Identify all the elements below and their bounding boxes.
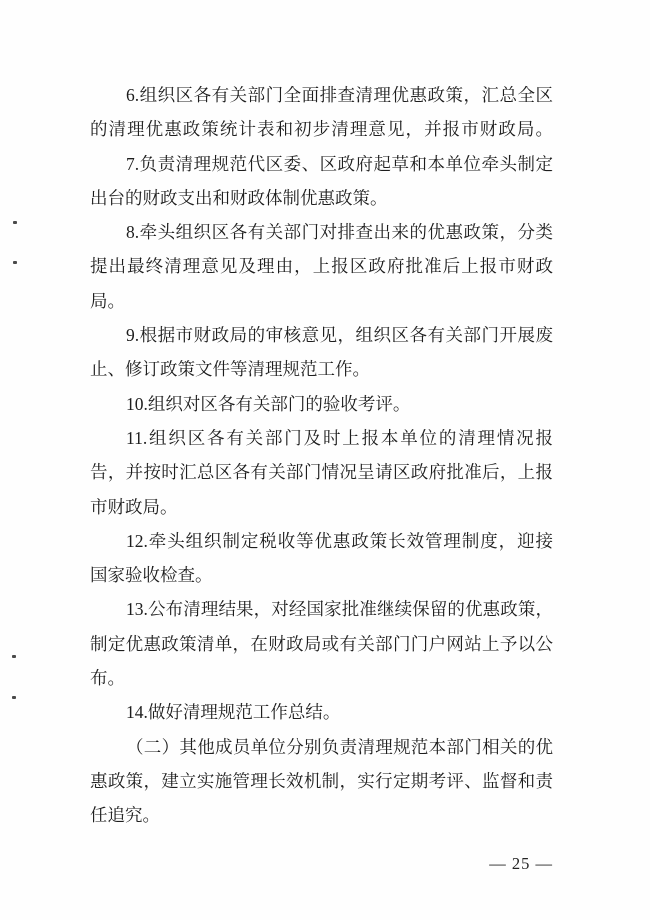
text-line: 12.牵头组织制定税收等优惠政策长效管理制度，迎接 [126, 530, 553, 551]
text-line: 布。 [90, 668, 125, 689]
text-line: 制定优惠政策清单，在财政局或有关部门门户网站上予以公 [90, 633, 553, 654]
page-number: — 25 — [489, 854, 553, 873]
text-line: 任追究。 [90, 805, 160, 826]
text-line: 局。 [90, 290, 125, 311]
text-line: 10.组织对区各有关部门的验收考评。 [126, 393, 411, 414]
text-line: 6.组织区各有关部门全面排查清理优惠政策，汇总全区 [126, 85, 553, 105]
text-line: 11.组织区各有关部门及时上报本单位的清理情况报 [126, 427, 553, 448]
text-line: 14.做好清理规范工作总结。 [126, 702, 341, 723]
page-footer [90, 854, 553, 874]
text-line: 止、修订政策文件等清理规范工作。 [90, 359, 370, 380]
text-line: （二）其他成员单位分别负责清理规范本部门相关的优 [126, 736, 553, 757]
scan-speck [12, 655, 16, 658]
text-line: 告，并按时汇总区各有关部门情况呈请区政府批准后，上报 [90, 462, 553, 483]
text-line: 提出最终清理意见及理由，上报区政府批准后上报市财政 [90, 256, 553, 277]
text-line: 8.牵头组织区各有关部门对排查出来的优惠政策，分类 [126, 222, 553, 243]
text-line: 惠政策，建立实施管理长效机制，实行定期考评、监督和责 [90, 770, 553, 791]
scan-speck [13, 221, 17, 224]
text-line: 7.负责清理规范代区委、区政府起草和本单位牵头制定 [126, 153, 553, 174]
text-line: 国家验收检查。 [90, 565, 213, 586]
scan-speck [12, 696, 16, 699]
scan-speck [13, 261, 17, 264]
text-line: 的清理优惠政策统计表和初步清理意见，并报市财政局。 [90, 119, 553, 140]
text-line: 市财政局。 [90, 496, 178, 517]
text-line: 13.公布清理结果，对经国家批准继续保留的优惠政策， [126, 599, 553, 620]
document-body [90, 78, 553, 833]
text-line: 9.根据市财政局的审核意见，组织区各有关部门开展废 [126, 325, 553, 346]
text-line: 出台的财政支出和财政体制优惠政策。 [90, 187, 388, 208]
